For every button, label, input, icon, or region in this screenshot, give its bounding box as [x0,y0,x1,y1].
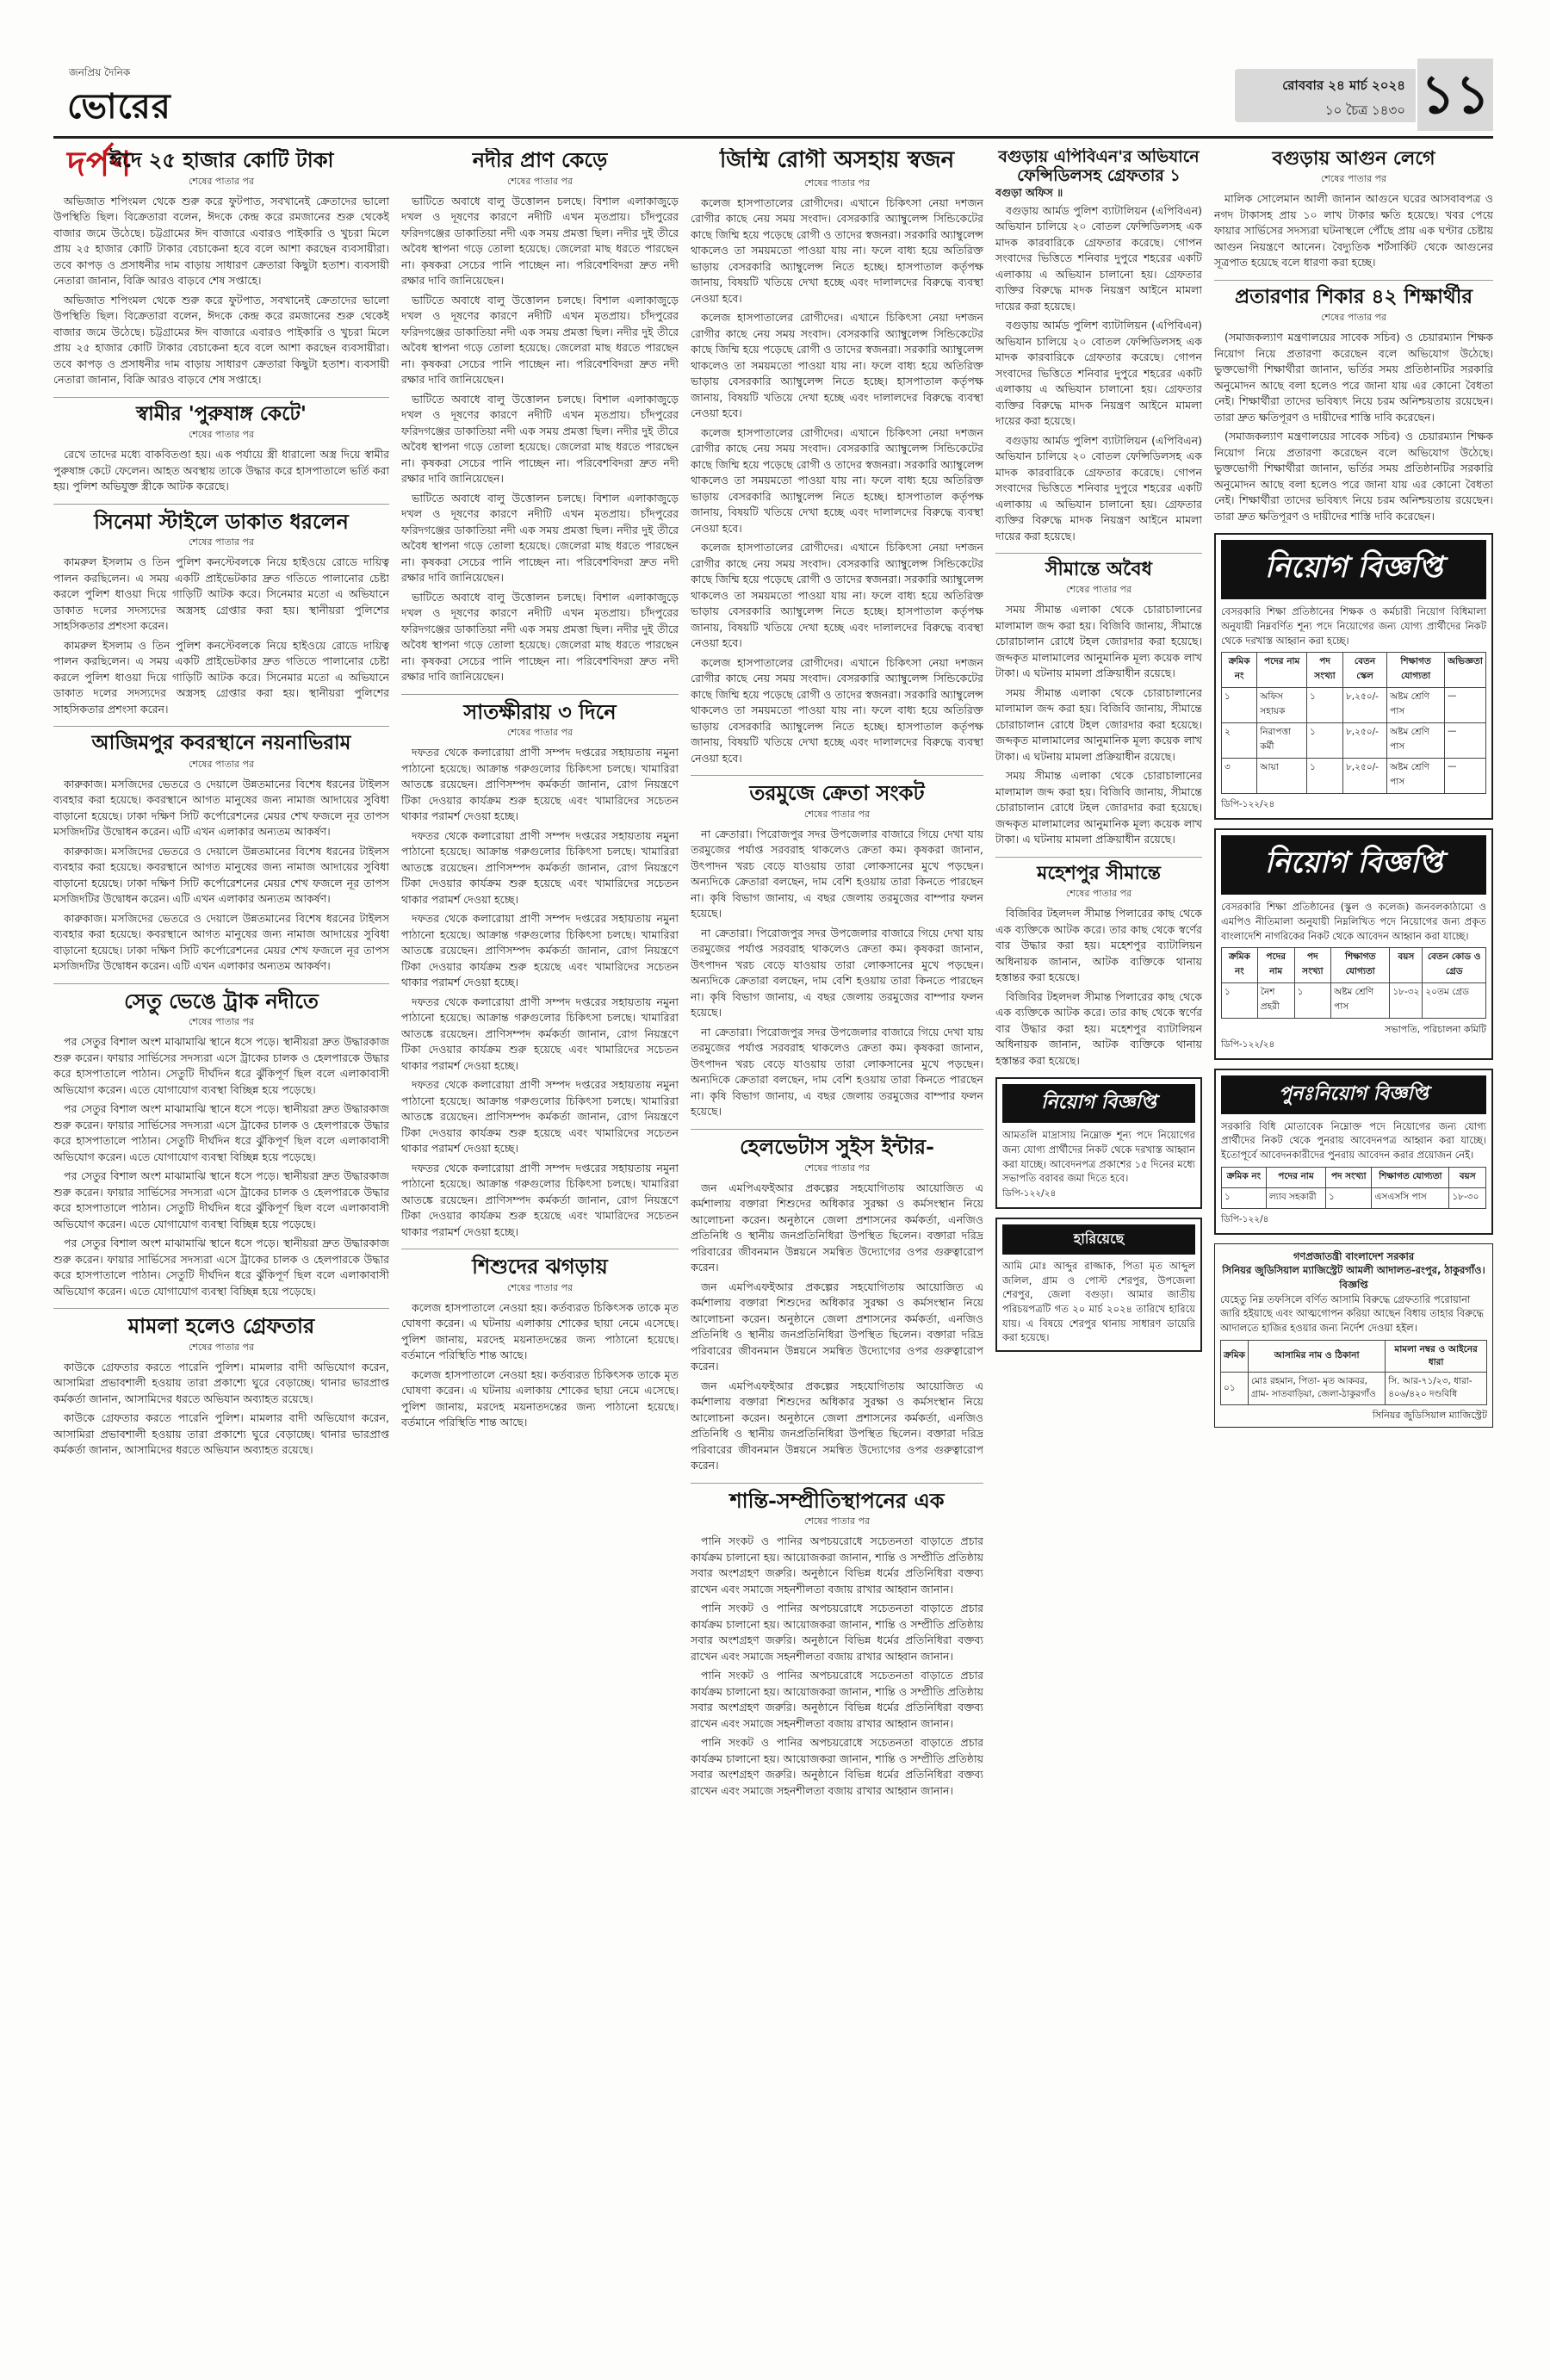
ad-reference: ডিপি-১২২/৪ [1221,1213,1269,1224]
continued-label: শেষের পাতার পর [803,1515,871,1528]
story-body: কলেজ হাসপাতালে নেওয়া হয়। কর্তব্যরত চিকিৎসক তাকে মৃত ঘোষণা করেন। এ ঘটনায় এলাকায় শোকের ছায়া নেমে এসেছে। পুলিশ জানায়, মরদেহ ময়নাতদন্তের জন্য পাঠানো হয়েছে। বর্তমানে পরিস্থিতি শান্ত আছে। কলেজ হাসপাতালে নেওয়া হয়। কর্তব্যরত চিকিৎসক তাকে মৃত ঘোষণা করেন। এ ঘটনায় এলাকায় শোকের ছায়া নেমে এসেছে। পুলিশ জানায়, মরদেহ ময়নাতদন্তের জন্য পাঠানো হয়েছে। বর্তমানে পরিস্থিতি শান্ত আছে। [401,1300,679,1429]
table-row: ৩ আয়া ১ ৮,২৫০/- অষ্টম শ্রেণি পাস — [1222,759,1486,794]
table-header: ক্রমিক নং [1222,948,1258,983]
table-header: পদ সংখ্যা [1294,948,1330,983]
continued-label: শেষের পাতার পর [803,808,871,820]
story-headline[interactable]: নদীর প্রাণ কেড়ে [472,148,608,172]
column-1 [53,148,389,2318]
ad-body: সরকারি বিধি মোতাবেক নিম্নোক্ত পদে নিয়োগের জন্য যোগ্য প্রার্থীদের নিকট থেকে পুনরায় আবেদনপত্র আহ্বান করা যাচ্ছে। ইতোপূর্বে আবেদনকারীদের পুনরায় আবেদন করার প্রয়োজন নেই। [1221,1119,1486,1161]
table-header: বয়স [1390,948,1423,983]
story-apbn-raid [995,148,1202,544]
column-4 [995,148,1202,2318]
story-body: দফতর থেকে কলারোয়া প্রাণী সম্পদ দপ্তরের সহায়তায় নমুনা পাঠানো হয়েছে। আক্রান্ত গরুগুলোর চিকিৎসা চলছে। খামারিরা আতঙ্কে রয়েছেন। প্রাণিসম্পদ কর্মকর্তা জানান, রোগ নিয়ন্ত্রণে টিকা দেওয়ার কার্যক্রম শুরু হয়েছে এবং খামারিদের সচেতন থাকার পরামর্শ দেওয়া হচ্ছে। দফতর থেকে কলারোয়া প্রাণী সম্পদ দপ্তরের সহায়তায় নমুনা পাঠানো হয়েছে। আক্রান্ত গরুগুলোর চিকিৎসা চলছে। খামারিরা আতঙ্কে রয়েছেন। প্রাণিসম্পদ কর্মকর্তা জানান, রোগ নিয়ন্ত্রণে টিকা দেওয়ার কার্যক্রম শুরু হয়েছে এবং খামারিদের সচেতন থাকার পরামর্শ দেওয়া হচ্ছে। দফতর থেকে কলারোয়া প্রাণী সম্পদ দপ্তরের সহায়তায় নমুনা পাঠানো হয়েছে। আক্রান্ত গরুগুলোর চিকিৎসা চলছে। খামারিরা আতঙ্কে রয়েছেন। প্রাণিসম্পদ কর্মকর্তা জানান, রোগ নিয়ন্ত্রণে টিকা দেওয়ার কার্যক্রম শুরু হয়েছে এবং খামারিদের সচেতন থাকার পরামর্শ দেওয়া হচ্ছে। দফতর থেকে কলারোয়া প্রাণী সম্পদ দপ্তরের সহায়তায় নমুনা পাঠানো হয়েছে। আক্রান্ত গরুগুলোর চিকিৎসা চলছে। খামারিরা আতঙ্কে রয়েছেন। প্রাণিসম্পদ কর্মকর্তা জানান, রোগ নিয়ন্ত্রণে টিকা দেওয়ার কার্যক্রম শুরু হয়েছে এবং খামারিদের সচেতন থাকার পরামর্শ দেওয়া হচ্ছে। দফতর থেকে কলারোয়া প্রাণী সম্পদ দপ্তরের সহায়তায় নমুনা পাঠানো হয়েছে। আক্রান্ত গরুগুলোর চিকিৎসা চলছে। খামারিরা আতঙ্কে রয়েছেন। প্রাণিসম্পদ কর্মকর্তা জানান, রোগ নিয়ন্ত্রণে টিকা দেওয়ার কার্যক্রম শুরু হয়েছে এবং খামারিদের সচেতন থাকার পরামর্শ দেওয়া হচ্ছে। দফতর থেকে কলারোয়া প্রাণী সম্পদ দপ্তরের সহায়তায় নমুনা পাঠানো হয়েছে। আক্রান্ত গরুগুলোর চিকিৎসা চলছে। খামারিরা আতঙ্কে রয়েছেন। প্রাণিসম্পদ কর্মকর্তা জানান, রোগ নিয়ন্ত্রণে টিকা দেওয়ার কার্যক্রম শুরু হয়েছে এবং খামারিদের সচেতন থাকার পরামর্শ দেওয়া হচ্ছে। [401,746,679,1238]
divider [691,1129,983,1130]
lost-notice-title: হারিয়েছে [1002,1224,1195,1255]
ad-reference: ডিপি-১২২/২৪ [1221,1038,1275,1050]
divider [1214,280,1493,281]
ad-recruitment-small [995,1077,1202,1209]
column-3 [691,148,983,2318]
divider [995,553,1202,554]
continued-label: শেষের পাতার পর [506,727,574,739]
continued-label: শেষের পাতার পর [188,429,255,441]
court-notice-body: যেহেতু নিম্ন তফসিলে বর্ণিত আসামি বিরুদ্ধে গ্রেফতারি পরোয়ানা জারি হইয়াছে এবং আত্মগোপন করিয়া আছেন বিধায় তাহার বিরুদ্ধে আদালতে হাজির হওয়ার জন্য নির্দেশ দেওয়া হইল। [1220,1292,1485,1335]
continued-label: শেষের পাতার পর [1065,888,1132,900]
court-notice-signature: সিনিয়র জুডিসিয়াল ম্যাজিস্ট্রেট [1372,1409,1487,1421]
story-headline[interactable]: বগুড়ায় আগুন লেগে [1272,148,1435,170]
story-body: কাউকে গ্রেফতার করতে পারেনি পুলিশ। মামলার বাদী অভিযোগ করেন, আসামিরা প্রভাবশালী হওয়ায় তারা প্রকাশ্যে ঘুরে বেড়াচ্ছে। থানার ভারপ্রাপ্ত কর্মকর্তা জানান, আসামিদের ধরতে অভিযান অব্যাহত রয়েছে। কাউকে গ্রেফতার করতে পারেনি পুলিশ। মামলার বাদী অভিযোগ করেন, আসামিরা প্রভাবশালী হওয়ায় তারা প্রকাশ্যে ঘুরে বেড়াচ্ছে। থানার ভারপ্রাপ্ত কর্মকর্তা জানান, আসামিদের ধরতে অভিযান অব্যাহত রয়েছে। [53,1360,389,1457]
lost-notice-body: আমি মোঃ আব্দুর রাজ্জাক, পিতা মৃত আব্দুল জলিল, গ্রাম ও পোস্ট শেরপুর, উপজেলা শেরপুর, জেলা বগুড়া। আমার জাতীয় পরিচয়পত্রটি গত ২০ মার্চ ২০২৪ তারিখে হারিয়ে যায়। এ বিষয়ে শেরপুর থানায় সাধারণ ডায়েরি করা হয়েছে। [1002,1259,1195,1344]
story-peace [691,1489,983,1800]
court-notice-govt: গণপ্রজাতন্ত্রী বাংলাদেশ সরকার [1293,1249,1415,1262]
ad-reference: ডিপি-১২২/২৪ [1221,799,1275,810]
continued-label: শেষের পাতার পর [1320,312,1387,324]
story-body: পর সেতুর বিশাল অংশ মাঝামাঝি স্থানে ধসে পড়ে। স্থানীয়রা দ্রুত উদ্ধারকাজ শুরু করেন। ফায়ার সার্ভিসের সদস্যরা এসে ট্রাকের চালক ও হেলপারকে উদ্ধার করে হাসপাতালে পাঠান। সেতুটি দীর্ঘদিন ধরে ঝুঁকিপূর্ণ ছিল বলে এলাকাবাসী অভিযোগ করেন। এতে যোগাযোগ ব্যবস্থা বিচ্ছিন্ন হয়ে পড়েছে। পর সেতুর বিশাল অংশ মাঝামাঝি স্থানে ধসে পড়ে। স্থানীয়রা দ্রুত উদ্ধারকাজ শুরু করেন। ফায়ার সার্ভিসের সদস্যরা এসে ট্রাকের চালক ও হেলপারকে উদ্ধার করে হাসপাতালে পাঠান। সেতুটি দীর্ঘদিন ধরে ঝুঁকিপূর্ণ ছিল বলে এলাকাবাসী অভিযোগ করেন। এতে যোগাযোগ ব্যবস্থা বিচ্ছিন্ন হয়ে পড়েছে। পর সেতুর বিশাল অংশ মাঝামাঝি স্থানে ধসে পড়ে। স্থানীয়রা দ্রুত উদ্ধারকাজ শুরু করেন। ফায়ার সার্ভিসের সদস্যরা এসে ট্রাকের চালক ও হেলপারকে উদ্ধার করে হাসপাতালে পাঠান। সেতুটি দীর্ঘদিন ধরে ঝুঁকিপূর্ণ ছিল বলে এলাকাবাসী অভিযোগ করেন। এতে যোগাযোগ ব্যবস্থা বিচ্ছিন্ন হয়ে পড়েছে। পর সেতুর বিশাল অংশ মাঝামাঝি স্থানে ধসে পড়ে। স্থানীয়রা দ্রুত উদ্ধারকাজ শুরু করেন। ফায়ার সার্ভিসের সদস্যরা এসে ট্রাকের চালক ও হেলপারকে উদ্ধার করে হাসপাতালে পাঠান। সেতুটি দীর্ঘদিন ধরে ঝুঁকিপূর্ণ ছিল বলে এলাকাবাসী অভিযোগ করেন। এতে যোগাযোগ ব্যবস্থা বিচ্ছিন্ন হয়ে পড়েছে। [53,1035,389,1298]
page-number: ১১ [1417,59,1493,131]
table-header: শিক্ষাগত যোগ্যতা [1331,948,1390,983]
logo-name-part2: দর্পণ [67,144,133,184]
ad-reference: ডিপি-১২২/২৪ [1002,1187,1057,1199]
continued-label: শেষের পাতার পর [1320,173,1387,185]
story-case-arrest [53,1314,389,1459]
table-header: পদের নাম [1266,1167,1325,1187]
continued-label: শেষের পাতার পর [188,175,255,187]
table-row: ১ নৈশ প্রহরী ১ অষ্টম শ্রেণি পাস ১৮-৩২ ২০তম গ্রেড [1222,983,1486,1019]
story-eid-sales [53,148,389,388]
continued-label: শেষের পাতার পর [188,536,255,549]
table-header: ক্রমিক নং [1222,653,1257,688]
continued-label: শেষের পাতার পর [1065,584,1132,596]
story-body: জন এমপিএফইআর প্রকল্পের সহযোগিতায় আয়োজিত এ কর্মশালায় বক্তারা শিশুদের অধিকার সুরক্ষা ও কর্মসংস্থান নিয়ে আলোচনা করেন। অনুষ্ঠানে জেলা প্রশাসনের কর্মকর্তা, এনজিও প্রতিনিধি ও স্থানীয় জনপ্রতিনিধিরা উপস্থিত ছিলেন। বক্তারা দরিদ্র পরিবারের জীবনমান উন্নয়নে সমন্বিত উদ্যোগের ওপর গুরুত্বারোপ করেন। জন এমপিএফইআর প্রকল্পের সহযোগিতায় আয়োজিত এ কর্মশালায় বক্তারা শিশুদের অধিকার সুরক্ষা ও কর্মসংস্থান নিয়ে আলোচনা করেন। অনুষ্ঠানে জেলা প্রশাসনের কর্মকর্তা, এনজিও প্রতিনিধি ও স্থানীয় জনপ্রতিনিধিরা উপস্থিত ছিলেন। বক্তারা দরিদ্র পরিবারের জীবনমান উন্নয়নে সমন্বিত উদ্যোগের ওপর গুরুত্বারোপ করেন। জন এমপিএফইআর প্রকল্পের সহযোগিতায় আয়োজিত এ কর্মশালায় বক্তারা শিশুদের অধিকার সুরক্ষা ও কর্মসংস্থান নিয়ে আলোচনা করেন। অনুষ্ঠানে জেলা প্রশাসনের কর্মকর্তা, এনজিও প্রতিনিধি ও স্থানীয় জনপ্রতিনিধিরা উপস্থিত ছিলেন। বক্তারা দরিদ্র পরিবারের জীবনমান উন্নয়নে সমন্বিত উদ্যোগের ওপর গুরুত্বারোপ করেন। [691,1181,983,1472]
continued-label: শেষের পাতার পর [506,1281,574,1293]
story-headline[interactable]: শান্তি-সম্প্রীতিস্থাপনের এক [729,1487,945,1513]
continued-label: শেষের পাতার পর [506,175,574,187]
story-body: বগুড়ায় আর্মড পুলিশ ব্যাটালিয়ন (এপিবিএন) অভিযান চালিয়ে ২০ বোতল ফেন্সিডিলসহ এক মাদক কারবারিকে গ্রেফতার করেছে। গোপন সংবাদের ভিত্তিতে শনিবার দুপুরে শহরের একটি এলাকায় এ অভিযান চালানো হয়। গ্রেফতার ব্যক্তির বিরুদ্ধে মাদক নিয়ন্ত্রণ আইনে মামলা দায়ের করা হয়েছে। বগুড়ায় আর্মড পুলিশ ব্যাটালিয়ন (এপিবিএন) অভিযান চালিয়ে ২০ বোতল ফেন্সিডিলসহ এক মাদক কারবারিকে গ্রেফতার করেছে। গোপন সংবাদের ভিত্তিতে শনিবার দুপুরে শহরের একটি এলাকায় এ অভিযান চালানো হয়। গ্রেফতার ব্যক্তির বিরুদ্ধে মাদক নিয়ন্ত্রণ আইনে মামলা দায়ের করা হয়েছে। বগুড়ায় আর্মড পুলিশ ব্যাটালিয়ন (এপিবিএন) অভিযান চালিয়ে ২০ বোতল ফেন্সিডিলসহ এক মাদক কারবারিকে গ্রেফতার করেছে। গোপন সংবাদের ভিত্তিতে শনিবার দুপুরে শহরের একটি এলাকায় এ অভিযান চালানো হয়। গ্রেফতার ব্যক্তির বিরুদ্ধে মাদক নিয়ন্ত্রণ আইনে মামলা দায়ের করা হয়েছে। [995,203,1202,542]
divider [53,726,389,727]
continued-label: শেষের পাতার পর [188,758,255,770]
story-husband [53,403,389,495]
divider [53,983,389,984]
table-row: ২ নিরাপত্তা কর্মী ১ ৮,২৫০/- অষ্টম শ্রেণি পাস — [1222,723,1486,759]
newspaper-page [53,53,1493,2327]
ad-title: নিয়োগ বিজ্ঞপ্তি [1221,835,1486,895]
story-headline[interactable]: সেতু ভেঙে ট্রাক নদীতে [124,988,319,1013]
story-headline[interactable]: তরমুজে ক্রেতা সংকট [749,780,925,806]
story-headline[interactable]: মহেশপুর সীমান্তে [1037,861,1161,884]
story-body: (সমাজকল্যাণ মন্ত্রণালয়ের সাবেক সচিব) ও চেয়ারম্যান শিক্ষক নিয়োগ নিয়ে প্রতারণা করেছেন বলে অভিযোগ উঠেছে। ভুক্তভোগী শিক্ষার্থীরা জানান, ভর্তির সময় প্রতিষ্ঠানটির সরকারি অনুমোদন আছে বলা হলেও পরে জানা যায় এর কোনো বৈধতা নেই। শিক্ষার্থীরা তাদের ভবিষ্যৎ নিয়ে চরম অনিশ্চয়তায় রয়েছেন। তারা দ্রুত ক্ষতিপূরণ ও দায়ীদের শাস্তি দাবি করেছেন। (সমাজকল্যাণ মন্ত্রণালয়ের সাবেক সচিব) ও চেয়ারম্যান শিক্ষক নিয়োগ নিয়ে প্রতারণা করেছেন বলে অভিযোগ উঠেছে। ভুক্তভোগী শিক্ষার্থীরা জানান, ভর্তির সময় প্রতিষ্ঠানটির সরকারি অনুমোদন আছে বলা হলেও পরে জানা যায় এর কোনো বৈধতা নেই। শিক্ষার্থীরা তাদের ভবিষ্যৎ নিয়ে চরম অনিশ্চয়তায় রয়েছেন। তারা দ্রুত ক্ষতিপূরণ ও দায়ীদের শাস্তি দাবি করেছেন। [1214,331,1493,523]
court-notice-court: সিনিয়র জুডিসিয়াল ম্যাজিস্ট্রেট আমলী আদালত-রংপুর, ঠাকুরগাঁও। [1222,1264,1485,1277]
story-headline[interactable]: প্রতারণার শিকার ৪২ শিক্ষার্থীর [1234,284,1473,308]
story-children-quarrel [401,1255,679,1431]
ad-body: বেসরকারি শিক্ষা প্রতিষ্ঠানের (স্কুল ও কলেজ) জনবলকাঠামো ও এমপিও নীতিমালা অনুযায়ী নিম্নলিখিত পদে নিয়োগের জন্য প্রকৃত বাংলাদেশি নাগরিকের নিকট থেকে আবেদন আহ্বান করা যাচ্ছে। [1221,901,1486,942]
logo-name-part1: ভোরের [67,86,171,127]
story-headline[interactable]: সিনেমা স্টাইলে ডাকাত ধরলেন [94,508,349,534]
divider [53,1308,389,1309]
story-headline[interactable]: শিশুদের ঝগড়ায় [472,1254,608,1280]
story-watermelon [691,781,983,1120]
story-body: পানি সংকট ও পানির অপচয়রোধে সচেতনতা বাড়াতে প্রচার কার্যক্রম চালানো হয়। আয়োজকরা জানান, শান্তি ও সম্প্রীতি প্রতিষ্ঠায় সবার অংশগ্রহণ জরুরি। অনুষ্ঠানে বিভিন্ন ধর্মের প্রতিনিধিরা বক্তব্য রাখেন এবং সমাজে সহনশীলতা বজায় রাখার আহ্বান জানান। পানি সংকট ও পানির অপচয়রোধে সচেতনতা বাড়াতে প্রচার কার্যক্রম চালানো হয়। আয়োজকরা জানান, শান্তি ও সম্প্রীতি প্রতিষ্ঠায় সবার অংশগ্রহণ জরুরি। অনুষ্ঠানে বিভিন্ন ধর্মের প্রতিনিধিরা বক্তব্য রাখেন এবং সমাজে সহনশীলতা বজায় রাখার আহ্বান জানান। পানি সংকট ও পানির অপচয়রোধে সচেতনতা বাড়াতে প্রচার কার্যক্রম চালানো হয়। আয়োজকরা জানান, শান্তি ও সম্প্রীতি প্রতিষ্ঠায় সবার অংশগ্রহণ জরুরি। অনুষ্ঠানে বিভিন্ন ধর্মের প্রতিনিধিরা বক্তব্য রাখেন এবং সমাজে সহনশীলতা বজায় রাখার আহ্বান জানান। পানি সংকট ও পানির অপচয়রোধে সচেতনতা বাড়াতে প্রচার কার্যক্রম চালানো হয়। আয়োজকরা জানান, শান্তি ও সম্প্রীতি প্রতিষ্ঠায় সবার অংশগ্রহণ জরুরি। অনুষ্ঠানে বিভিন্ন ধর্মের প্রতিনিধিরা বক্তব্য রাখেন এবং সমাজে সহনশীলতা বজায় রাখার আহ্বান জানান। [691,1534,983,1797]
table-header: মামলা নম্বর ও আইনের ধারা [1386,1340,1487,1372]
table-header: ক্রমিক নং [1222,1167,1267,1187]
story-fraud-students [1214,286,1493,524]
table-row: ১ অফিস সহায়ক ১ ৮,২৫০/- অষ্টম শ্রেণি পাস — [1222,688,1486,723]
story-headline[interactable]: আজিমপুর কবরস্থানে নয়নাভিরাম [91,731,351,755]
ad-title: পুনঃনিয়োগ বিজ্ঞপ্তি [1221,1075,1486,1114]
table-header: পদের নাম [1257,653,1307,688]
table-header: ক্রমিক [1221,1340,1249,1372]
continued-label: শেষের পাতার পর [188,1341,255,1353]
continued-label: শেষের পাতার পর [803,1162,871,1174]
story-body: কলেজ হাসপাতালের রোগীদের। এখানে চিকিৎসা নেয়া দশজন রোগীর কাছে নেয় সময় সংবাদ। বেসরকারি অ্যাম্বুলেন্স সিন্ডিকেটের কাছে জিম্মি হয়ে পড়েছে রোগী ও তাদের স্বজনরা। সরকারি অ্যাম্বুলেন্স থাকলেও তা সময়মতো পাওয়া যায় না। ফলে বাধ্য হয়ে অতিরিক্ত ভাড়ায় বেসরকারি অ্যাম্বুলেন্স নিতে হচ্ছে। হাসপাতাল কর্তৃপক্ষ জানায়, বিষয়টি খতিয়ে দেখা হচ্ছে এবং দালালদের বিরুদ্ধে ব্যবস্থা নেওয়া হবে। কলেজ হাসপাতালের রোগীদের। এখানে চিকিৎসা নেয়া দশজন রোগীর কাছে নেয় সময় সংবাদ। বেসরকারি অ্যাম্বুলেন্স সিন্ডিকেটের কাছে জিম্মি হয়ে পড়েছে রোগী ও তাদের স্বজনরা। সরকারি অ্যাম্বুলেন্স থাকলেও তা সময়মতো পাওয়া যায় না। ফলে বাধ্য হয়ে অতিরিক্ত ভাড়ায় বেসরকারি অ্যাম্বুলেন্স নিতে হচ্ছে। হাসপাতাল কর্তৃপক্ষ জানায়, বিষয়টি খতিয়ে দেখা হচ্ছে এবং দালালদের বিরুদ্ধে ব্যবস্থা নেওয়া হবে। কলেজ হাসপাতালের রোগীদের। এখানে চিকিৎসা নেয়া দশজন রোগীর কাছে নেয় সময় সংবাদ। বেসরকারি অ্যাম্বুলেন্স সিন্ডিকেটের কাছে জিম্মি হয়ে পড়েছে রোগী ও তাদের স্বজনরা। সরকারি অ্যাম্বুলেন্স থাকলেও তা সময়মতো পাওয়া যায় না। ফলে বাধ্য হয়ে অতিরিক্ত ভাড়ায় বেসরকারি অ্যাম্বুলেন্স নিতে হচ্ছে। হাসপাতাল কর্তৃপক্ষ জানায়, বিষয়টি খতিয়ে দেখা হচ্ছে এবং দালালদের বিরুদ্ধে ব্যবস্থা নেওয়া হবে। কলেজ হাসপাতালের রোগীদের। এখানে চিকিৎসা নেয়া দশজন রোগীর কাছে নেয় সময় সংবাদ। বেসরকারি অ্যাম্বুলেন্স সিন্ডিকেটের কাছে জিম্মি হয়ে পড়েছে রোগী ও তাদের স্বজনরা। সরকারি অ্যাম্বুলেন্স থাকলেও তা সময়মতো পাওয়া যায় না। ফলে বাধ্য হয়ে অতিরিক্ত ভাড়ায় বেসরকারি অ্যাম্বুলেন্স নিতে হচ্ছে। হাসপাতাল কর্তৃপক্ষ জানায়, বিষয়টি খতিয়ে দেখা হচ্ছে এবং দালালদের বিরুদ্ধে ব্যবস্থা নেওয়া হবে। কলেজ হাসপাতালের রোগীদের। এখানে চিকিৎসা নেয়া দশজন রোগীর কাছে নেয় সময় সংবাদ। বেসরকারি অ্যাম্বুলেন্স সিন্ডিকেটের কাছে জিম্মি হয়ে পড়েছে রোগী ও তাদের স্বজনরা। সরকারি অ্যাম্বুলেন্স থাকলেও তা সময়মতো পাওয়া যায় না। ফলে বাধ্য হয়ে অতিরিক্ত ভাড়ায় বেসরকারি অ্যাম্বুলেন্স নিতে হচ্ছে। হাসপাতাল কর্তৃপক্ষ জানায়, বিষয়টি খতিয়ে দেখা হচ্ছে এবং দালালদের বিরুদ্ধে ব্যবস্থা নেওয়া হবে। [691,195,983,765]
date-box [1235,69,1416,122]
court-notice [1214,1243,1493,1428]
story-azimpur [53,732,389,974]
story-headline[interactable]: সীমান্তে অবৈধ [1045,558,1152,581]
story-headline[interactable]: জিম্মি রোগী অসহায় স্বজন [719,148,955,173]
story-body: না ক্রেতারা। পিরোজপুর সদর উপজেলার বাজারে গিয়ে দেখা যায় তরমুজের পর্যাপ্ত সরবরাহ থাকলেও ক্রেতা কম। কৃষকরা জানান, উৎপাদন খরচ বেড়ে যাওয়ায় তারা লোকসানের মুখে পড়ছেন। অন্যদিকে ক্রেতারা বলছেন, দাম বেশি হওয়ায় তারা কিনতে পারছেন না। কৃষি বিভাগ জানায়, এ বছর জেলায় তরমুজের বাম্পার ফলন হয়েছে। না ক্রেতারা। পিরোজপুর সদর উপজেলার বাজারে গিয়ে দেখা যায় তরমুজের পর্যাপ্ত সরবরাহ থাকলেও ক্রেতা কম। কৃষকরা জানান, উৎপাদন খরচ বেড়ে যাওয়ায় তারা লোকসানের মুখে পড়ছেন। অন্যদিকে ক্রেতারা বলছেন, দাম বেশি হওয়ায় তারা কিনতে পারছেন না। কৃষি বিভাগ জানায়, এ বছর জেলায় তরমুজের বাম্পার ফলন হয়েছে। না ক্রেতারা। পিরোজপুর সদর উপজেলার বাজারে গিয়ে দেখা যায় তরমুজের পর্যাপ্ত সরবরাহ থাকলেও ক্রেতা কম। কৃষকরা জানান, উৎপাদন খরচ বেড়ে যাওয়ায় তারা লোকসানের মুখে পড়ছেন। অন্যদিকে ক্রেতারা বলছেন, দাম বেশি হওয়ায় তারা কিনতে পারছেন না। কৃষি বিভাগ জানায়, এ বছর জেলায় তরমুজের বাম্পার ফলন হয়েছে। [691,827,983,1119]
column-2 [401,148,679,2318]
table-header: পদ সংখ্যা [1307,653,1343,688]
story-body: কারুকাজ। মসজিদের ভেতরে ও দেয়ালে উন্নতমানের বিশেষ ধরনের টাইলস ব্যবহার করা হয়েছে। কবরস্থানে আগত মানুষের জন্য নামাজ আদায়ের সুবিধা বাড়ানো হয়েছে। ঢাকা দক্ষিণ সিটি কর্পোরেশনের মেয়র শেখ ফজলে নূর তাপস মসজিদটির উদ্বোধন করেন। এটি এখন এলাকার অন্যতম আকর্ষণ। কারুকাজ। মসজিদের ভেতরে ও দেয়ালে উন্নতমানের বিশেষ ধরনের টাইলস ব্যবহার করা হয়েছে। কবরস্থানে আগত মানুষের জন্য নামাজ আদায়ের সুবিধা বাড়ানো হয়েছে। ঢাকা দক্ষিণ সিটি কর্পোরেশনের মেয়র শেখ ফজলে নূর তাপস মসজিদটির উদ্বোধন করেন। এটি এখন এলাকার অন্যতম আকর্ষণ। কারুকাজ। মসজিদের ভেতরে ও দেয়ালে উন্নতমানের বিশেষ ধরনের টাইলস ব্যবহার করা হয়েছে। কবরস্থানে আগত মানুষের জন্য নামাজ আদায়ের সুবিধা বাড়ানো হয়েছে। ঢাকা দক্ষিণ সিটি কর্পোরেশনের মেয়র শেখ ফজলে নূর তাপস মসজিদটির উদ্বোধন করেন। এটি এখন এলাকার অন্যতম আকর্ষণ। [53,777,389,973]
table-header: শিক্ষাগত যোগ্যতা [1387,653,1445,688]
table-header: বয়স [1449,1167,1486,1187]
column-5 [1214,148,1493,2318]
table-header: পদের নাম [1257,948,1294,983]
continued-label: শেষের পাতার পর [188,1016,255,1028]
divider [53,504,389,505]
ad-body: আমতলি মাদ্রাসায় নিম্নোক্ত শূন্য পদে নিয়োগের জন্য যোগ্য প্রার্থীদের নিকট থেকে দরখাস্ত আহ্বান করা যাচ্ছে। আবেদনপত্র প্রকাশের ১৫ দিনের মধ্যে সভাপতি বরাবর জমা দিতে হবে। [1002,1129,1195,1185]
story-body: রেখে তাদের মধ্যে বাকবিতণ্ডা হয়। এক পর্যায়ে স্ত্রী ধারালো অস্ত্র দিয়ে স্বামীর পুরুষাঙ্গ কেটে ফেলেন। আহত অবস্থায় তাকে উদ্ধার করে হাসপাতালে ভর্তি করা হয়। পুলিশ অভিযুক্ত স্ত্রীকে আটক করেছে। [53,448,389,493]
ad-title: নিয়োগ বিজ্ঞপ্তি [1221,540,1486,599]
story-byline: বগুড়া অফিস ॥ [995,185,1063,199]
story-body: অভিজাত শপিংমল থেকে শুরু করে ফুটপাত, সবখানেই ক্রেতাদের ভালো উপস্থিতি ছিল। বিক্রেতারা বলেন, ঈদকে কেন্দ্র করে রমজানের শুরু থেকেই বাজার জমে উঠেছে। চট্টগ্রামের ঈদ বাজারে এবারও পাইকারি ও খুচরা মিলে প্রায় ২৫ হাজার কোটি টাকার বেচাকেনা হবে বলে আশা করছেন ব্যবসায়ীরা। তবে কাপড় ও প্রসাধনীর দাম বাড়ায় সাধারণ ক্রেতারা কিছুটা হতাশ। ব্যবসায়ী নেতারা জানান, বিক্রি আরও বাড়বে শেষ সপ্তাহে। অভিজাত শপিংমল থেকে শুরু করে ফুটপাত, সবখানেই ক্রেতাদের ভালো উপস্থিতি ছিল। বিক্রেতারা বলেন, ঈদকে কেন্দ্র করে রমজানের শুরু থেকেই বাজার জমে উঠেছে। চট্টগ্রামের ঈদ বাজারে এবারও পাইকারি ও খুচরা মিলে প্রায় ২৫ হাজার কোটি টাকার বেচাকেনা হবে বলে আশা করছেন ব্যবসায়ীরা। তবে কাপড় ও প্রসাধনীর দাম বাড়ায় সাধারণ ক্রেতারা কিছুটা হতাশ। ব্যবসায়ী নেতারা জানান, বিক্রি আরও বাড়বে শেষ সপ্তাহে। [53,194,389,387]
story-cinema-robber [53,510,389,718]
divider [995,857,1202,858]
story-bridge-truck [53,989,389,1300]
ad-re-recruitment [1214,1069,1493,1235]
divider [53,397,389,398]
table-header: শিক্ষাগত যোগ্যতা [1372,1167,1449,1187]
story-bogura-fire [1214,148,1493,271]
story-hostage-patient [691,148,983,766]
date-bengali: ১০ চৈত্র ১৪৩০ [1324,102,1405,118]
story-body: কামরুল ইসলাম ও তিন পুলিশ কনস্টেবলকে নিয়ে হাইওয়ে রোডে দায়িত্ব পালন করছিলেন। এ সময় একটি প্রাইভেটকার দ্রুত গতিতে পালানোর চেষ্টা করলে পুলিশ ধাওয়া দিয়ে গাড়িটি আটক করে। সিনেমার মতো এ অভিযানে ডাকাত দলের সদস্যদের অস্ত্রসহ গ্রেপ্তার করা হয়। স্থানীয়রা পুলিশের সাহসিকতার প্রশংসা করেন। কামরুল ইসলাম ও তিন পুলিশ কনস্টেবলকে নিয়ে হাইওয়ে রোডে দায়িত্ব পালন করছিলেন। এ সময় একটি প্রাইভেটকার দ্রুত গতিতে পালানোর চেষ্টা করলে পুলিশ ধাওয়া দিয়ে গাড়িটি আটক করে। সিনেমার মতো এ অভিযানে ডাকাত দলের সদস্যদের অস্ত্রসহ গ্রেপ্তার করা হয়। স্থানীয়রা পুলিশের সাহসিকতার প্রশংসা করেন। [53,555,389,716]
story-border-illegal [995,559,1202,848]
ad-lost-notice [995,1218,1202,1352]
court-notice-title: বিজ্ঞপ্তি [1339,1279,1368,1292]
table-row: ১ ল্যাব সহকারী ১ এসএসসি পাস ১৮-৩০ [1222,1187,1486,1208]
story-body: সময় সীমান্ত এলাকা থেকে চোরাচালানের মালামাল জব্দ করা হয়। বিজিবি জানায়, সীমান্তে চোরাচালান রোধে টহল জোরদার করা হয়েছে। জব্দকৃত মালামালের আনুমানিক মূল্য কয়েক লাখ টাকা। এ ঘটনায় মামলা প্রক্রিয়াধীন রয়েছে। সময় সীমান্ত এলাকা থেকে চোরাচালানের মালামাল জব্দ করা হয়। বিজিবি জানায়, সীমান্তে চোরাচালান রোধে টহল জোরদার করা হয়েছে। জব্দকৃত মালামালের আনুমানিক মূল্য কয়েক লাখ টাকা। এ ঘটনায় মামলা প্রক্রিয়াধীন রয়েছে। সময় সীমান্ত এলাকা থেকে চোরাচালানের মালামাল জব্দ করা হয়। বিজিবি জানায়, সীমান্তে চোরাচালান রোধে টহল জোরদার করা হয়েছে। জব্দকৃত মালামালের আনুমানিক মূল্য কয়েক লাখ টাকা। এ ঘটনায় মামলা প্রক্রিয়াধীন রয়েছে। [995,603,1202,846]
ad-table [1221,1167,1486,1209]
divider [691,1483,983,1484]
divider [691,775,983,776]
ad-table [1221,652,1486,794]
court-notice-table [1220,1340,1487,1405]
table-header: বেতন কোড ও গ্রেড [1423,948,1486,983]
story-headline[interactable]: মামলা হলেও গ্রেফতার [127,1313,315,1339]
table-header: অভিজ্ঞতা [1445,653,1486,688]
logo-tagline: জনপ্রিয় দৈনিক [69,66,131,78]
table-header: আসামির নাম ও ঠিকানা [1248,1340,1385,1372]
story-headline[interactable]: সাতক্ষীরায় ৩ দিনে [463,698,617,724]
ad-signature: সভাপতি, পরিচালনা কমিটি [1385,1024,1486,1036]
ad-title: নিয়োগ বিজ্ঞপ্তি [1002,1084,1195,1123]
story-headline[interactable]: বগুড়ায় এপিবিএন'র অভিযানে ফেন্সিডিলসহ গ্রেফতার ১ [998,148,1200,185]
story-body: বিজিবির টহলদল সীমান্ত পিলারের কাছ থেকে এক ব্যক্তিকে আটক করে। তার কাছ থেকে স্বর্ণের বার উদ্ধার করা হয়। মহেশপুর ব্যাটালিয়ন অধিনায়ক জানান, আটক ব্যক্তিকে থানায় হস্তান্তর করা হয়েছে। বিজিবির টহলদল সীমান্ত পিলারের কাছ থেকে এক ব্যক্তিকে আটক করে। তার কাছ থেকে স্বর্ণের বার উদ্ধার করা হয়। মহেশপুর ব্যাটালিয়ন অধিনায়ক জানান, আটক ব্যক্তিকে থানায় হস্তান্তর করা হয়েছে। [995,907,1202,1067]
story-body: ভাটিতে অবাধে বালু উত্তোলন চলছে। বিশাল এলাকাজুড়ে দখল ও দূষণের কারণে নদীটি এখন মৃতপ্রায়। চাঁদপুরের ফরিদগঞ্জের ডাকাতিয়া নদী এক সময় প্রমত্তা ছিল। নদীর দুই তীরে অবৈধ স্থাপনা গড়ে তোলা হয়েছে। জেলেরা মাছ ধরতে পারছেন না। কৃষকরা সেচের পানি পাচ্ছেন না। পরিবেশবিদরা দ্রুত নদী রক্ষার দাবি জানিয়েছেন। ভাটিতে অবাধে বালু উত্তোলন চলছে। বিশাল এলাকাজুড়ে দখল ও দূষণের কারণে নদীটি এখন মৃতপ্রায়। চাঁদপুরের ফরিদগঞ্জের ডাকাতিয়া নদী এক সময় প্রমত্তা ছিল। নদীর দুই তীরে অবৈধ স্থাপনা গড়ে তোলা হয়েছে। জেলেরা মাছ ধরতে পারছেন না। কৃষকরা সেচের পানি পাচ্ছেন না। পরিবেশবিদরা দ্রুত নদী রক্ষার দাবি জানিয়েছেন। ভাটিতে অবাধে বালু উত্তোলন চলছে। বিশাল এলাকাজুড়ে দখল ও দূষণের কারণে নদীটি এখন মৃতপ্রায়। চাঁদপুরের ফরিদগঞ্জের ডাকাতিয়া নদী এক সময় প্রমত্তা ছিল। নদীর দুই তীরে অবৈধ স্থাপনা গড়ে তোলা হয়েছে। জেলেরা মাছ ধরতে পারছেন না। কৃষকরা সেচের পানি পাচ্ছেন না। পরিবেশবিদরা দ্রুত নদী রক্ষার দাবি জানিয়েছেন। ভাটিতে অবাধে বালু উত্তোলন চলছে। বিশাল এলাকাজুড়ে দখল ও দূষণের কারণে নদীটি এখন মৃতপ্রায়। চাঁদপুরের ফরিদগঞ্জের ডাকাতিয়া নদী এক সময় প্রমত্তা ছিল। নদীর দুই তীরে অবৈধ স্থাপনা গড়ে তোলা হয়েছে। জেলেরা মাছ ধরতে পারছেন না। কৃষকরা সেচের পানি পাচ্ছেন না। পরিবেশবিদরা দ্রুত নদী রক্ষার দাবি জানিয়েছেন। ভাটিতে অবাধে বালু উত্তোলন চলছে। বিশাল এলাকাজুড়ে দখল ও দূষণের কারণে নদীটি এখন মৃতপ্রায়। চাঁদপুরের ফরিদগঞ্জের ডাকাতিয়া নদী এক সময় প্রমত্তা ছিল। নদীর দুই তীরে অবৈধ স্থাপনা গড়ে তোলা হয়েছে। জেলেরা মাছ ধরতে পারছেন না। কৃষকরা সেচের পানি পাচ্ছেন না। পরিবেশবিদরা দ্রুত নদী রক্ষার দাবি জানিয়েছেন। [401,194,679,684]
table-row: ০১ মোঃ রহমান, পিতা- মৃত আকবর, গ্রাম- সাতবাড়িয়া, জেলা-ঠাকুরগাঁও সি. আর-৭১/২৩, ধারা- ৪০৬/৪২০ দণ্ডবিধি [1221,1373,1487,1404]
story-river [401,148,679,685]
ad-body: বেসরকারি শিক্ষা প্রতিষ্ঠানের শিক্ষক ও কর্মচারী নিয়োগ বিধিমালা অনুযায়ী নিম্নবর্ণিত শূন্য পদে নিয়োগের জন্য যোগ্য প্রার্থীদের নিকট থেকে দরখাস্ত আহ্বান করা হচ্ছে। [1221,605,1486,647]
story-satkhira [401,700,679,1241]
story-headline[interactable]: ঈদে ২৫ হাজার কোটি টাকা [108,148,334,172]
ad-recruitment-2 [1214,828,1493,1059]
continued-label: শেষের পাতার পর [803,177,871,189]
ad-recruitment-1 [1214,533,1493,820]
story-body: মালিক সোলেমান আলী জানান আগুনে ঘরের আসবাবপত্র ও নগদ টাকাসহ প্রায় ১০ লাখ টাকার ক্ষতি হয়েছে। খবর পেয়ে ফায়ার সার্ভিসের সদস্যরা ঘটনাস্থলে পৌঁছে প্রায় এক ঘণ্টার চেষ্টায় আগুন নিয়ন্ত্রণে আনেন। বৈদ্যুতিক শর্টসার্কিট থেকে আগুনের সূত্রপাত হয়েছে বলে ধারণা করা হচ্ছে। [1214,192,1493,270]
divider [401,694,679,695]
date-gregorian: রোববার ২৪ মার্চ ২০২৪ [1282,77,1405,93]
story-headline[interactable]: হেলভেটাস সুইস ইন্টার- [739,1133,935,1159]
table-header: বেতন স্কেল [1342,653,1386,688]
table-header: পদ সংখ্যা [1325,1167,1371,1187]
ad-table [1221,947,1486,1019]
story-headline[interactable]: স্বামীর 'পুরুষাঙ্গ কেটে' [136,401,307,425]
story-maheshpur [995,863,1202,1069]
story-helvetas [691,1135,983,1474]
